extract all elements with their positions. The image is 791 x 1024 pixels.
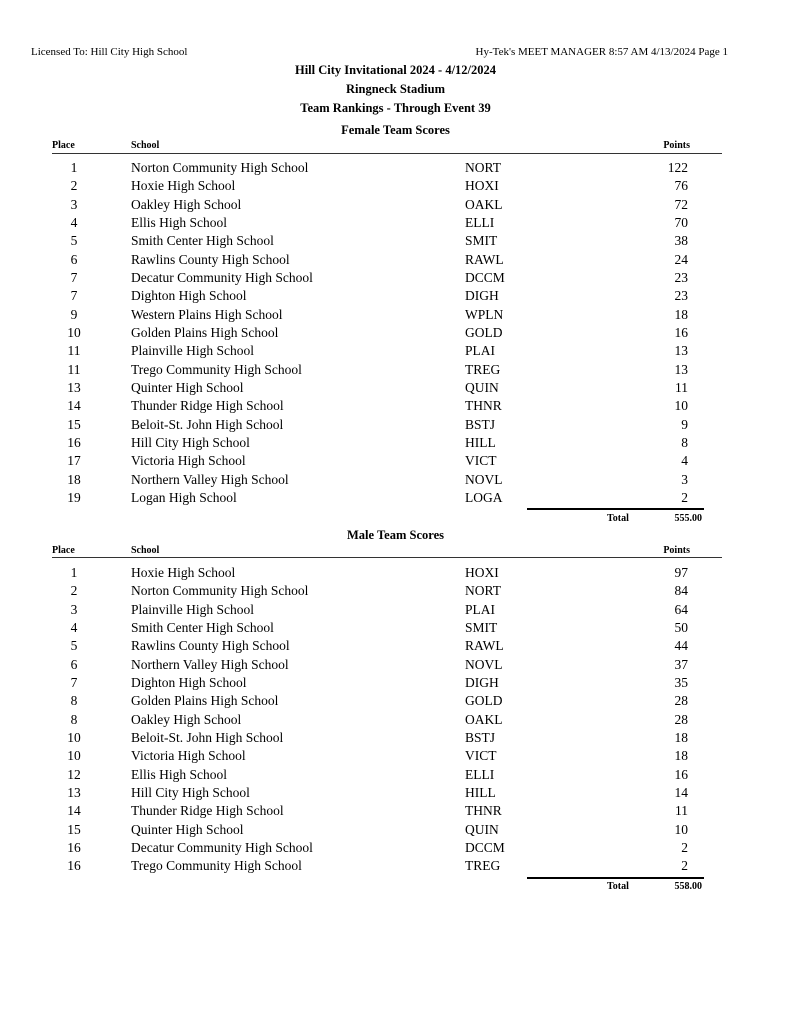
row-abbr: TREG xyxy=(465,361,501,377)
row-school: Ellis High School xyxy=(131,214,228,230)
row-points: 50 xyxy=(674,619,688,635)
row-points: 18 xyxy=(674,729,688,745)
row-points: 28 xyxy=(674,711,688,727)
table-row xyxy=(0,839,791,857)
row-points: 4 xyxy=(681,453,688,469)
row-abbr: VICT xyxy=(465,453,497,469)
row-place: 8 xyxy=(70,711,78,727)
table-row xyxy=(0,306,791,324)
software-page-info: Hy-Tek's MEET MANAGER 8:57 AM 4/13/2024 Page 1 xyxy=(475,46,728,58)
male-header-rule xyxy=(52,557,722,558)
row-place: 19 xyxy=(67,489,81,505)
row-points: 24 xyxy=(674,251,688,267)
row-points: 97 xyxy=(674,565,688,580)
row-school: Victoria High School xyxy=(131,748,246,764)
row-place: 15 xyxy=(67,416,81,432)
row-school: Trego Community High School xyxy=(131,858,302,874)
table-row xyxy=(0,397,791,415)
row-school: Quinter High School xyxy=(131,821,244,837)
table-row xyxy=(0,637,791,655)
row-abbr: QUIN xyxy=(465,821,499,837)
row-abbr: ELLI xyxy=(465,214,495,230)
row-place: 3 xyxy=(70,601,78,617)
row-place: 16 xyxy=(67,839,81,855)
table-row xyxy=(0,471,791,489)
row-abbr: PLAI xyxy=(465,601,495,617)
row-points: 35 xyxy=(674,674,688,690)
row-school: Dighton High School xyxy=(131,674,247,690)
row-place: 7 xyxy=(70,288,78,304)
row-place: 2 xyxy=(70,178,78,194)
row-place: 13 xyxy=(67,379,81,395)
table-row xyxy=(0,159,791,177)
row-points: 2 xyxy=(681,489,688,505)
school-header: School xyxy=(131,140,160,151)
row-abbr: NORT xyxy=(465,160,501,175)
row-school: Plainville High School xyxy=(131,601,254,617)
row-school: Thunder Ridge High School xyxy=(131,398,284,414)
row-place: 5 xyxy=(70,638,78,654)
venue-title: Ringneck Stadium xyxy=(346,82,445,96)
row-place: 7 xyxy=(70,674,78,690)
row-abbr: OAKL xyxy=(465,196,503,212)
table-row xyxy=(0,232,791,250)
row-points: 23 xyxy=(674,288,688,304)
row-points: 11 xyxy=(675,803,688,819)
row-points: 14 xyxy=(674,784,688,800)
row-abbr: OAKL xyxy=(465,711,503,727)
female-header-rule xyxy=(52,153,722,154)
table-row xyxy=(0,711,791,729)
row-place: 8 xyxy=(70,693,78,709)
row-school: Golden Plains High School xyxy=(131,693,279,709)
row-abbr: DIGH xyxy=(465,674,499,690)
row-abbr: VICT xyxy=(465,748,497,764)
table-row xyxy=(0,766,791,784)
table-row xyxy=(0,802,791,820)
male-team-table xyxy=(0,564,791,876)
row-points: 122 xyxy=(667,160,688,175)
table-row xyxy=(0,196,791,214)
table-row xyxy=(0,342,791,360)
table-row xyxy=(0,287,791,305)
row-school: Rawlins County High School xyxy=(131,638,290,654)
table-row xyxy=(0,324,791,342)
row-points: 64 xyxy=(674,601,688,617)
row-place: 14 xyxy=(67,398,81,414)
row-points: 2 xyxy=(681,858,688,874)
row-points: 2 xyxy=(681,839,688,855)
female-total-rule xyxy=(527,508,704,510)
row-place: 1 xyxy=(70,565,78,580)
table-row xyxy=(0,857,791,875)
row-abbr: THNR xyxy=(465,398,502,414)
row-abbr: BSTJ xyxy=(465,729,496,745)
row-abbr: LOGA xyxy=(465,489,503,505)
row-points: 8 xyxy=(681,434,688,450)
row-place: 1 xyxy=(70,160,78,175)
row-points: 76 xyxy=(674,178,688,194)
female-total-value: 555.00 xyxy=(674,513,702,524)
row-abbr: NORT xyxy=(465,583,501,599)
row-school: Northern Valley High School xyxy=(131,471,289,487)
row-abbr: SMIT xyxy=(465,619,498,635)
points-header: Points xyxy=(663,545,690,556)
row-school: Beloit-St. John High School xyxy=(131,729,284,745)
row-school: Trego Community High School xyxy=(131,361,302,377)
row-school: Hoxie High School xyxy=(131,178,236,194)
row-place: 6 xyxy=(70,656,78,672)
row-place: 16 xyxy=(67,858,81,874)
row-school: Plainville High School xyxy=(131,343,254,359)
table-row xyxy=(0,821,791,839)
row-points: 18 xyxy=(674,748,688,764)
row-place: 16 xyxy=(67,434,81,450)
row-place: 12 xyxy=(67,766,81,782)
male-total-rule xyxy=(527,877,704,879)
female-team-table xyxy=(0,159,791,507)
row-school: Golden Plains High School xyxy=(131,324,279,340)
row-abbr: DCCM xyxy=(465,269,505,285)
row-abbr: NOVL xyxy=(465,656,503,672)
row-abbr: DCCM xyxy=(465,839,505,855)
row-abbr: HOXI xyxy=(465,178,499,194)
row-place: 7 xyxy=(70,269,78,285)
table-row xyxy=(0,674,791,692)
row-abbr: RAWL xyxy=(465,251,504,267)
table-row xyxy=(0,747,791,765)
row-abbr: GOLD xyxy=(465,693,503,709)
row-school: Smith Center High School xyxy=(131,233,274,249)
meet-title: Hill City Invitational 2024 - 4/12/2024 xyxy=(294,63,497,77)
row-school: Decatur Community High School xyxy=(131,269,313,285)
row-school: Ellis High School xyxy=(131,766,228,782)
row-place: 4 xyxy=(70,214,78,230)
table-row xyxy=(0,729,791,747)
row-school: Beloit-St. John High School xyxy=(131,416,284,432)
table-row xyxy=(0,784,791,802)
row-abbr: THNR xyxy=(465,803,502,819)
place-header: Place xyxy=(52,140,75,151)
row-points: 16 xyxy=(674,766,688,782)
row-school: Dighton High School xyxy=(131,288,247,304)
row-abbr: RAWL xyxy=(465,638,504,654)
row-school: Hill City High School xyxy=(131,434,250,450)
row-place: 3 xyxy=(70,196,78,212)
license-text: Licensed To: Hill City High School xyxy=(31,46,188,58)
table-row xyxy=(0,452,791,470)
row-school: Oakley High School xyxy=(131,711,242,727)
table-row xyxy=(0,656,791,674)
row-points: 10 xyxy=(674,398,688,414)
row-abbr: WPLN xyxy=(465,306,504,322)
row-place: 17 xyxy=(67,453,81,469)
row-school: Victoria High School xyxy=(131,453,246,469)
row-place: 9 xyxy=(70,306,78,322)
row-place: 2 xyxy=(70,583,78,599)
row-abbr: ELLI xyxy=(465,766,495,782)
row-abbr: NOVL xyxy=(465,471,503,487)
row-school: Western Plains High School xyxy=(131,306,283,322)
row-abbr: TREG xyxy=(465,858,501,874)
row-abbr: GOLD xyxy=(465,324,503,340)
row-school: Rawlins County High School xyxy=(131,251,290,267)
row-school: Hoxie High School xyxy=(131,565,236,580)
row-abbr: DIGH xyxy=(465,288,499,304)
row-points: 16 xyxy=(674,324,688,340)
table-row xyxy=(0,416,791,434)
row-abbr: HOXI xyxy=(465,565,499,580)
male-column-header xyxy=(52,545,722,557)
row-place: 10 xyxy=(67,729,81,745)
row-school: Northern Valley High School xyxy=(131,656,289,672)
row-school: Logan High School xyxy=(131,489,237,505)
row-points: 23 xyxy=(674,269,688,285)
row-points: 9 xyxy=(681,416,688,432)
female-section-title: Female Team Scores xyxy=(341,123,450,137)
row-points: 3 xyxy=(681,471,688,487)
row-place: 11 xyxy=(67,343,81,359)
row-abbr: QUIN xyxy=(465,379,499,395)
male-section-title: Male Team Scores xyxy=(347,528,444,542)
row-place: 15 xyxy=(67,821,81,837)
row-school: Smith Center High School xyxy=(131,619,274,635)
table-row xyxy=(0,489,791,507)
row-school: Hill City High School xyxy=(131,784,250,800)
row-points: 10 xyxy=(674,821,688,837)
row-place: 14 xyxy=(67,803,81,819)
table-row xyxy=(0,619,791,637)
row-abbr: SMIT xyxy=(465,233,498,249)
row-abbr: BSTJ xyxy=(465,416,496,432)
row-school: Norton Community High School xyxy=(131,583,309,599)
female-total xyxy=(607,513,702,525)
row-place: 10 xyxy=(67,324,81,340)
table-row xyxy=(0,434,791,452)
row-points: 70 xyxy=(674,214,688,230)
row-abbr: HILL xyxy=(465,434,496,450)
row-points: 13 xyxy=(674,361,688,377)
male-total-value: 558.00 xyxy=(674,881,702,892)
row-school: Decatur Community High School xyxy=(131,839,313,855)
table-row xyxy=(0,177,791,195)
row-school: Quinter High School xyxy=(131,379,244,395)
female-column-header xyxy=(52,140,722,152)
row-place: 18 xyxy=(67,471,81,487)
table-row xyxy=(0,582,791,600)
table-row xyxy=(0,564,791,582)
row-points: 84 xyxy=(674,583,688,599)
row-school: Thunder Ridge High School xyxy=(131,803,284,819)
table-row xyxy=(0,214,791,232)
male-total-label: Total xyxy=(607,881,629,892)
report-title: Team Rankings - Through Event 39 xyxy=(300,101,491,115)
row-points: 28 xyxy=(674,693,688,709)
row-abbr: HILL xyxy=(465,784,496,800)
table-row xyxy=(0,361,791,379)
row-place: 6 xyxy=(70,251,78,267)
table-row xyxy=(0,601,791,619)
place-header: Place xyxy=(52,545,75,556)
row-points: 18 xyxy=(674,306,688,322)
points-header: Points xyxy=(663,140,690,151)
row-place: 11 xyxy=(67,361,81,377)
male-total xyxy=(607,881,702,893)
table-row xyxy=(0,269,791,287)
row-place: 13 xyxy=(67,784,81,800)
row-points: 37 xyxy=(674,656,688,672)
row-place: 10 xyxy=(67,748,81,764)
table-row xyxy=(0,692,791,710)
table-row xyxy=(0,379,791,397)
row-points: 11 xyxy=(675,379,688,395)
row-points: 38 xyxy=(674,233,688,249)
row-points: 72 xyxy=(674,196,688,212)
row-school: Norton Community High School xyxy=(131,160,309,175)
row-school: Oakley High School xyxy=(131,196,242,212)
row-points: 13 xyxy=(674,343,688,359)
row-abbr: PLAI xyxy=(465,343,495,359)
table-row xyxy=(0,251,791,269)
school-header: School xyxy=(131,545,160,556)
row-place: 5 xyxy=(70,233,78,249)
row-place: 4 xyxy=(70,619,78,635)
row-points: 44 xyxy=(674,638,688,654)
female-total-label: Total xyxy=(607,513,629,524)
